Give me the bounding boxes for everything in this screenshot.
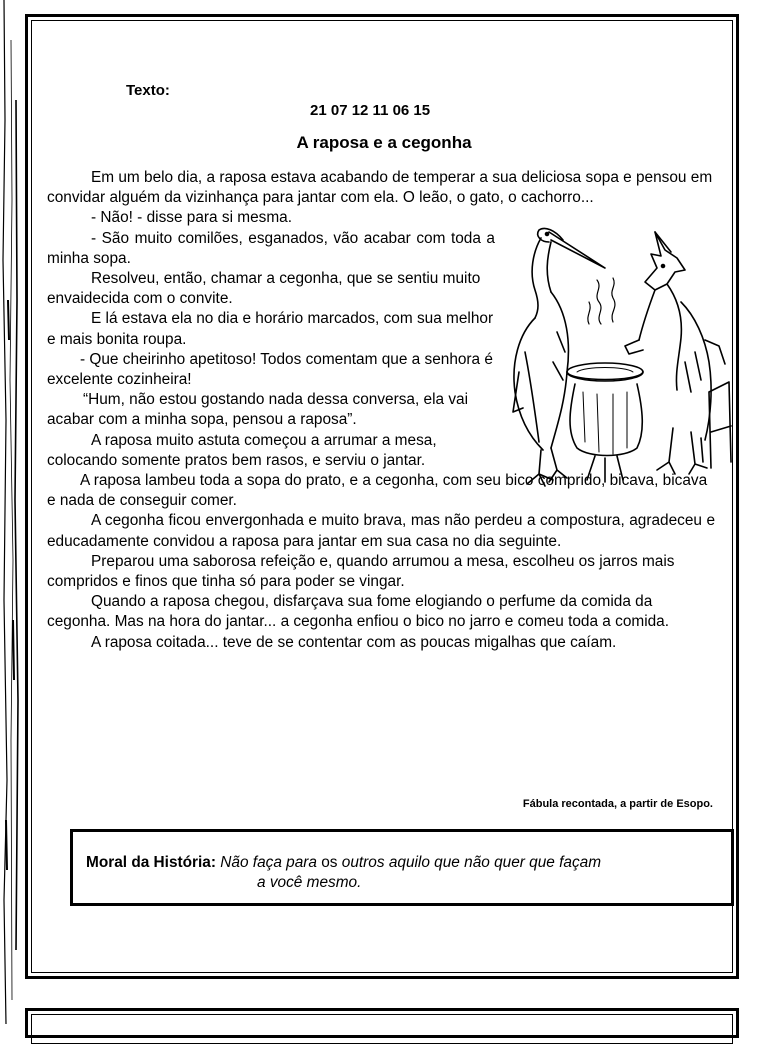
story-paragraph: - Que cheirinho apetitoso! Todos comentam que a senhora é excelente cozinheira! [47, 350, 493, 389]
stork-and-fox-illustration [505, 212, 733, 497]
story-paragraph: “Hum, não estou gostando nada dessa conversa, ela vai acabar com a minha sopa, pensou a raposa”. [47, 391, 469, 429]
moral-text [86, 853, 686, 893]
story-paragraph: Em um belo dia, a raposa estava acabando de temperar a sua deliciosa sopa e pensou em convidar alguém da vizinhança para jantar com ela. O leão, o gato, o cachorro... [47, 169, 713, 207]
moral-line-2: a você mesmo. [257, 874, 362, 891]
moral-part-3: outros aquilo que não quer que façam [341, 854, 602, 871]
story-title: A raposa e a cegonha [296, 133, 472, 152]
moral-part-1: Não faça para [220, 854, 317, 871]
story-paragraph: Resolveu, então, chamar a cegonha, que se sentiu muito envaidecida com o convite. [47, 270, 481, 308]
story-paragraph: - Não! - disse para si mesma. [91, 209, 292, 227]
scan-edge-marks [0, 0, 22, 1024]
moral-label: Moral da História: [86, 854, 216, 871]
story-paragraph: A raposa lambeu toda a sopa do prato, e a cegonha, com seu bico comprido, bicava, bicava e nada de conseguir comer. [47, 472, 708, 510]
story-paragraph: E lá estava ela no dia e horário marcados, com sua melhor e mais bonita roupa. [47, 310, 494, 348]
story-paragraph: Quando a raposa chegou, disfarçava sua fome elogiando o perfume da comida da cegonha. Mas na hora do jantar... a cegonha enfiou o bico no jarro e comeu toda a comida. [47, 593, 670, 631]
date-code: 21 07 12 11 06 15 [310, 102, 431, 119]
story-paragraph: A raposa coitada... teve de se contentar com as poucas migalhas que caíam. [91, 633, 617, 651]
moral-part-2: os [316, 854, 342, 871]
text-label: Texto: [126, 82, 170, 99]
story-paragraph: Preparou uma saborosa refeição e, quando arrumou a mesa, escolheu os jarros mais compridos e finos que tinha só para poder se vingar. [47, 552, 675, 591]
moral-line-1 [86, 853, 686, 873]
story-paragraph: A raposa muito astuta começou a arrumar a mesa, colocando somente pratos bem rasos, e serviu o jantar. [47, 431, 437, 469]
story-source: Fábula recontada, a partir de Esopo. [522, 798, 713, 810]
story-paragraph: - São muito comilões, esganados, vão acabar com toda a minha sopa. [47, 229, 495, 267]
story-paragraph: A cegonha ficou envergonhada e muito brava, mas não perdeu a compostura, agradeceu e educadamente convidou a raposa para jantar em sua casa no dia seguinte. [47, 512, 715, 550]
next-page-border-inner [31, 1014, 733, 1044]
